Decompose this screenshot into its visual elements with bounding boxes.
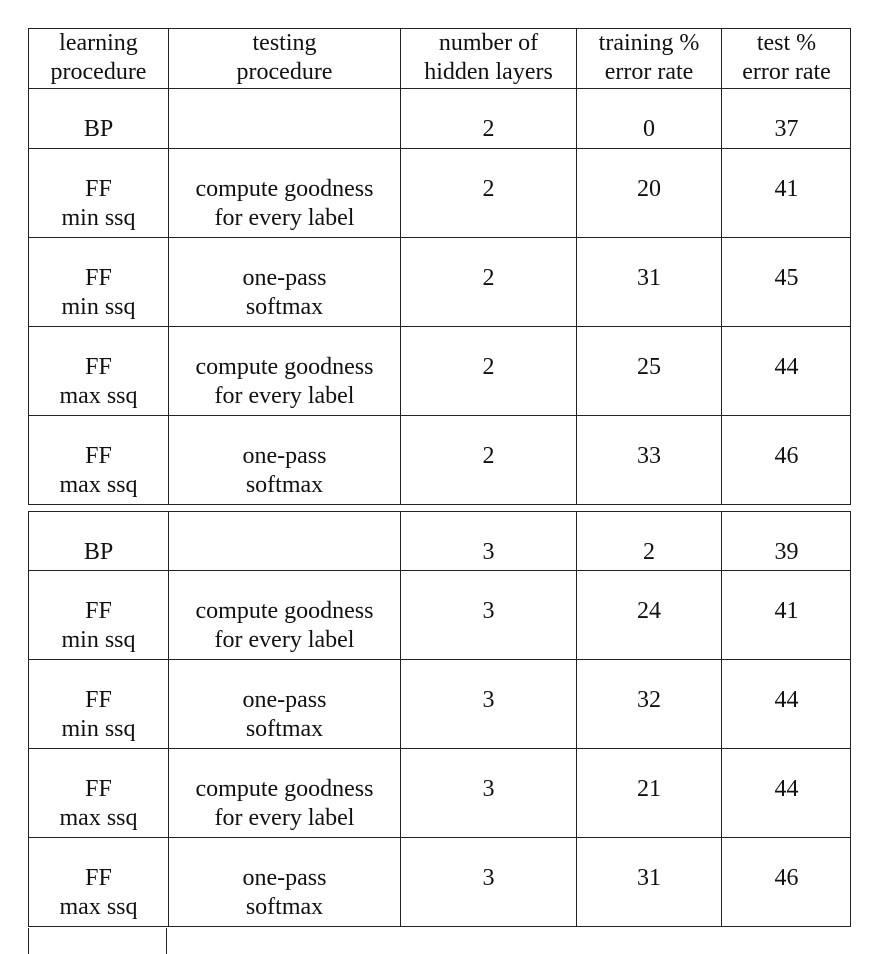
cell-line: for every label xyxy=(214,205,355,231)
learning-procedure-cell xyxy=(29,238,168,326)
header-testing-procedure xyxy=(168,29,400,88)
table-row xyxy=(28,838,851,927)
learning-procedure-cell xyxy=(29,512,168,570)
cell-text: 32 xyxy=(637,687,661,713)
testing-procedure-cell xyxy=(168,327,400,415)
training-error-cell xyxy=(576,512,721,570)
training-error-cell xyxy=(576,571,721,659)
training-error-cell xyxy=(576,89,721,148)
testing-procedure-cell xyxy=(168,571,400,659)
header-line: test % xyxy=(756,30,817,56)
table-row xyxy=(28,149,851,238)
cell-line: compute goodness xyxy=(195,176,374,202)
testing-procedure-cell xyxy=(168,660,400,748)
test-error-cell xyxy=(721,838,851,926)
hidden-layers-cell xyxy=(400,571,576,659)
testing-procedure-cell xyxy=(168,512,400,570)
cell-line: min ssq xyxy=(61,627,136,653)
test-error-cell xyxy=(721,89,851,148)
cell-line: FF xyxy=(85,598,112,624)
testing-procedure-cell xyxy=(168,416,400,504)
training-error-cell xyxy=(576,416,721,504)
training-error-cell xyxy=(576,838,721,926)
table-continuation-stub xyxy=(28,928,167,954)
testing-procedure-cell xyxy=(168,238,400,326)
cell-line: max ssq xyxy=(59,894,138,920)
training-error-cell xyxy=(576,749,721,837)
cell-line: min ssq xyxy=(61,205,136,231)
table-header-row xyxy=(28,28,851,89)
training-error-cell xyxy=(576,327,721,415)
header-line: procedure xyxy=(236,59,333,85)
table-row xyxy=(28,749,851,838)
header-line: learning xyxy=(59,30,138,56)
hidden-layers-cell xyxy=(400,660,576,748)
header-line: number of xyxy=(438,30,539,56)
hidden-layers-cell xyxy=(400,89,576,148)
table-row xyxy=(28,571,851,660)
cell-line: max ssq xyxy=(59,472,138,498)
header-hidden-layers xyxy=(400,29,576,88)
cell-line: FF xyxy=(85,687,112,713)
cell-text: 44 xyxy=(774,354,799,380)
cell-line: FF xyxy=(85,443,112,469)
cell-text: 0 xyxy=(643,116,655,142)
cell-text: 20 xyxy=(637,176,661,202)
cell-line: one-pass xyxy=(242,687,327,713)
cell-line: softmax xyxy=(245,894,324,920)
cell-text: 25 xyxy=(637,354,661,380)
test-error-cell xyxy=(721,749,851,837)
cell-line: FF xyxy=(85,865,112,891)
table-row xyxy=(28,327,851,416)
cell-line: softmax xyxy=(245,716,324,742)
header-learning-procedure xyxy=(29,29,168,88)
test-error-cell xyxy=(721,416,851,504)
training-error-cell xyxy=(576,238,721,326)
cell-line: min ssq xyxy=(61,716,136,742)
table-row xyxy=(28,660,851,749)
cell-line: compute goodness xyxy=(195,354,374,380)
hidden-layers-cell xyxy=(400,416,576,504)
cell-text: 2 xyxy=(482,176,495,202)
table-row xyxy=(28,89,851,149)
cell-text: BP xyxy=(83,116,114,142)
learning-procedure-cell xyxy=(29,838,168,926)
table-row xyxy=(28,416,851,505)
cell-text: 41 xyxy=(774,176,799,202)
cell-text: 2 xyxy=(482,265,495,291)
cell-line: FF xyxy=(85,776,112,802)
test-error-cell xyxy=(721,660,851,748)
cell-line: max ssq xyxy=(59,383,138,409)
cell-text: 24 xyxy=(637,598,661,624)
cell-line: FF xyxy=(85,265,112,291)
testing-procedure-cell xyxy=(168,838,400,926)
header-training-error xyxy=(576,29,721,88)
cell-text: 3 xyxy=(482,687,495,713)
header-line: error rate xyxy=(604,59,694,85)
test-error-cell xyxy=(721,571,851,659)
learning-procedure-cell xyxy=(29,327,168,415)
test-error-cell xyxy=(721,149,851,237)
cell-text: 2 xyxy=(482,354,495,380)
cell-text: 46 xyxy=(774,443,799,469)
cell-text: 44 xyxy=(774,776,799,802)
cell-text: 2 xyxy=(482,443,495,469)
cell-line: one-pass xyxy=(242,865,327,891)
cell-text: 31 xyxy=(637,265,661,291)
header-line: hidden layers xyxy=(424,59,553,85)
header-line: procedure xyxy=(50,59,147,85)
cell-text: 41 xyxy=(774,598,799,624)
header-line: testing xyxy=(252,30,317,56)
cell-line: max ssq xyxy=(59,805,138,831)
cell-text: 46 xyxy=(774,865,799,891)
learning-procedure-cell xyxy=(29,89,168,148)
cell-line: one-pass xyxy=(242,265,327,291)
test-error-cell xyxy=(721,238,851,326)
learning-procedure-cell xyxy=(29,749,168,837)
cell-text: 2 xyxy=(643,539,655,565)
cell-line: compute goodness xyxy=(195,598,374,624)
cell-text: 33 xyxy=(637,443,661,469)
learning-procedure-cell xyxy=(29,416,168,504)
test-error-cell xyxy=(721,327,851,415)
cell-text: 3 xyxy=(482,539,495,565)
test-error-cell xyxy=(721,512,851,570)
training-error-cell xyxy=(576,660,721,748)
learning-procedure-cell xyxy=(29,571,168,659)
cell-text: BP xyxy=(83,539,114,565)
cell-text: 21 xyxy=(637,776,661,802)
cell-line: for every label xyxy=(214,627,355,653)
table-row xyxy=(28,238,851,327)
testing-procedure-cell xyxy=(168,749,400,837)
hidden-layers-cell xyxy=(400,749,576,837)
header-line: error rate xyxy=(742,59,831,85)
cell-line: one-pass xyxy=(242,443,327,469)
cell-line: for every label xyxy=(214,383,355,409)
learning-procedure-cell xyxy=(29,149,168,237)
cell-text: 37 xyxy=(774,116,799,142)
cell-text: 3 xyxy=(482,865,495,891)
cell-line: FF xyxy=(85,354,112,380)
header-line: training % xyxy=(598,30,700,56)
cell-text: 3 xyxy=(482,598,495,624)
cell-line: for every label xyxy=(214,805,355,831)
training-error-cell xyxy=(576,149,721,237)
hidden-layers-cell xyxy=(400,149,576,237)
cell-text: 31 xyxy=(637,865,661,891)
cell-line: min ssq xyxy=(61,294,136,320)
cell-text: 45 xyxy=(774,265,799,291)
hidden-layers-cell xyxy=(400,512,576,570)
testing-procedure-cell xyxy=(168,149,400,237)
cell-line: FF xyxy=(85,176,112,202)
learning-procedure-cell xyxy=(29,660,168,748)
hidden-layers-cell xyxy=(400,327,576,415)
cell-line: softmax xyxy=(245,294,324,320)
cell-line: compute goodness xyxy=(195,776,374,802)
hidden-layers-cell xyxy=(400,838,576,926)
cell-text: 2 xyxy=(482,116,495,142)
table-row xyxy=(28,511,851,571)
header-test-error xyxy=(721,29,851,88)
cell-line: softmax xyxy=(245,472,324,498)
hidden-layers-cell xyxy=(400,238,576,326)
cell-text: 3 xyxy=(482,776,495,802)
testing-procedure-cell xyxy=(168,89,400,148)
cell-text: 44 xyxy=(774,687,799,713)
cell-text: 39 xyxy=(774,539,799,565)
